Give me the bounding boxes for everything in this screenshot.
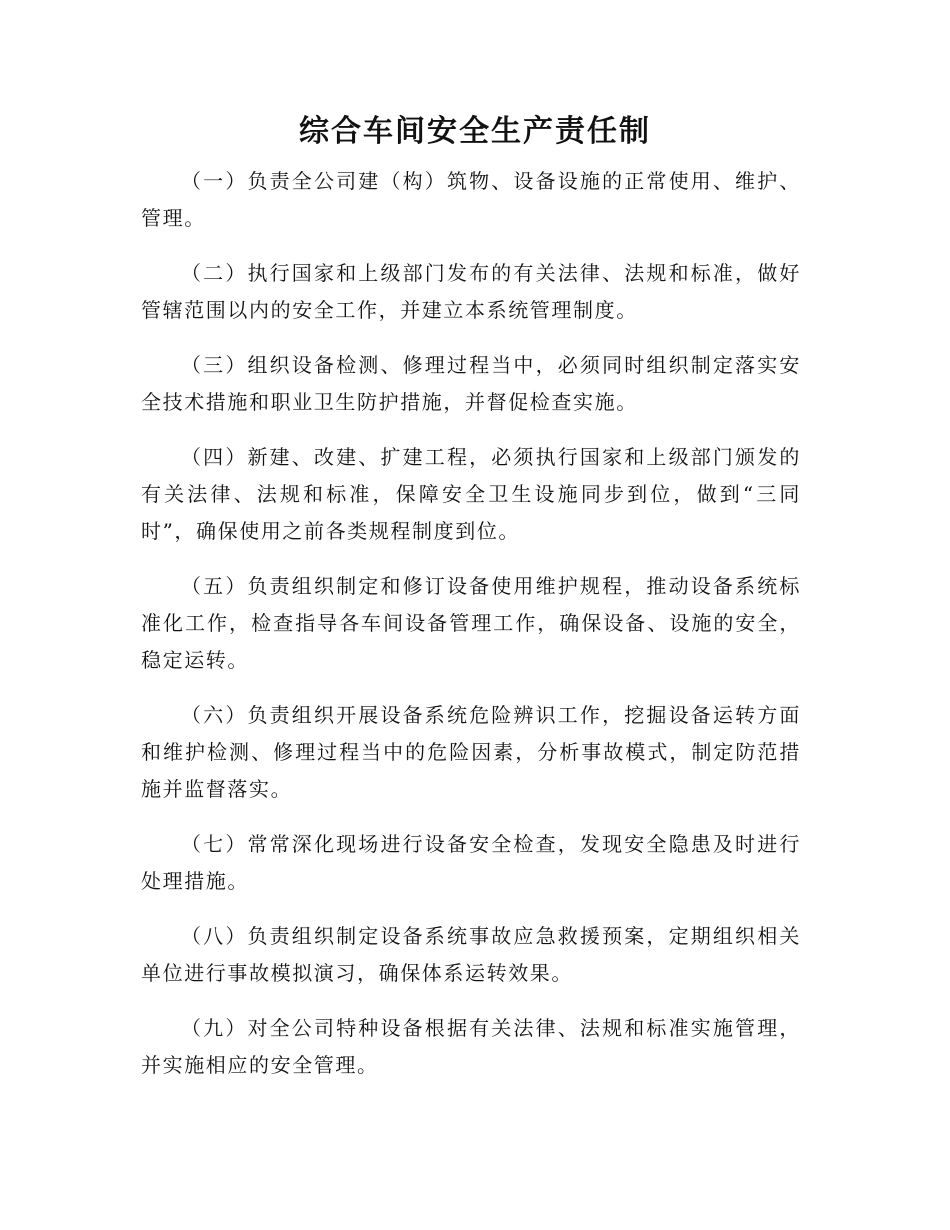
paragraph-3: （三）组织设备检测、修理过程当中，必须同时组织制定落实安全技术措施和职业卫生防护措施，并督促检查实施。 — [141, 353, 801, 414]
document-body — [141, 163, 801, 1102]
paragraph-5: （五）负责组织制定和修订设备使用维护规程，推动设备系统标准化工作，检查指导各车间设备管理工作，确保设备、设施的安全，稳定运转。 — [141, 574, 801, 672]
paragraph-8: （八）负责组织制定设备系统事故应急救援预案，定期组织相关单位进行事故模拟演习，确保体系运转效果。 — [141, 924, 801, 985]
paragraph-4: （四）新建、改建、扩建工程，必须执行国家和上级部门颁发的有关法律、法规和标准，保障安全卫生设施同步到位，做到“三同时”，确保使用之前各类规程制度到位。 — [141, 445, 801, 543]
paragraph-7: （七）常常深化现场进行设备安全检查，发现安全隐患及时进行处理措施。 — [141, 832, 801, 893]
document-title: 综合车间安全生产责任制 — [299, 114, 651, 149]
paragraph-6: （六）负责组织开展设备系统危险辨识工作，挖掘设备运转方面和维护检测、修理过程当中的危险因素，分析事故模式，制定防范措施并监督落实。 — [141, 703, 801, 801]
paragraph-2: （二）执行国家和上级部门发布的有关法律、法规和标准，做好管辖范围以内的安全工作，并建立本系统管理制度。 — [141, 261, 801, 322]
paragraph-1: （一）负责全公司建（构）筑物、设备设施的正常使用、维护、管理。 — [141, 169, 801, 230]
paragraph-9: （九）对全公司特种设备根据有关法律、法规和标准实施管理，并实施相应的安全管理。 — [141, 1016, 801, 1077]
